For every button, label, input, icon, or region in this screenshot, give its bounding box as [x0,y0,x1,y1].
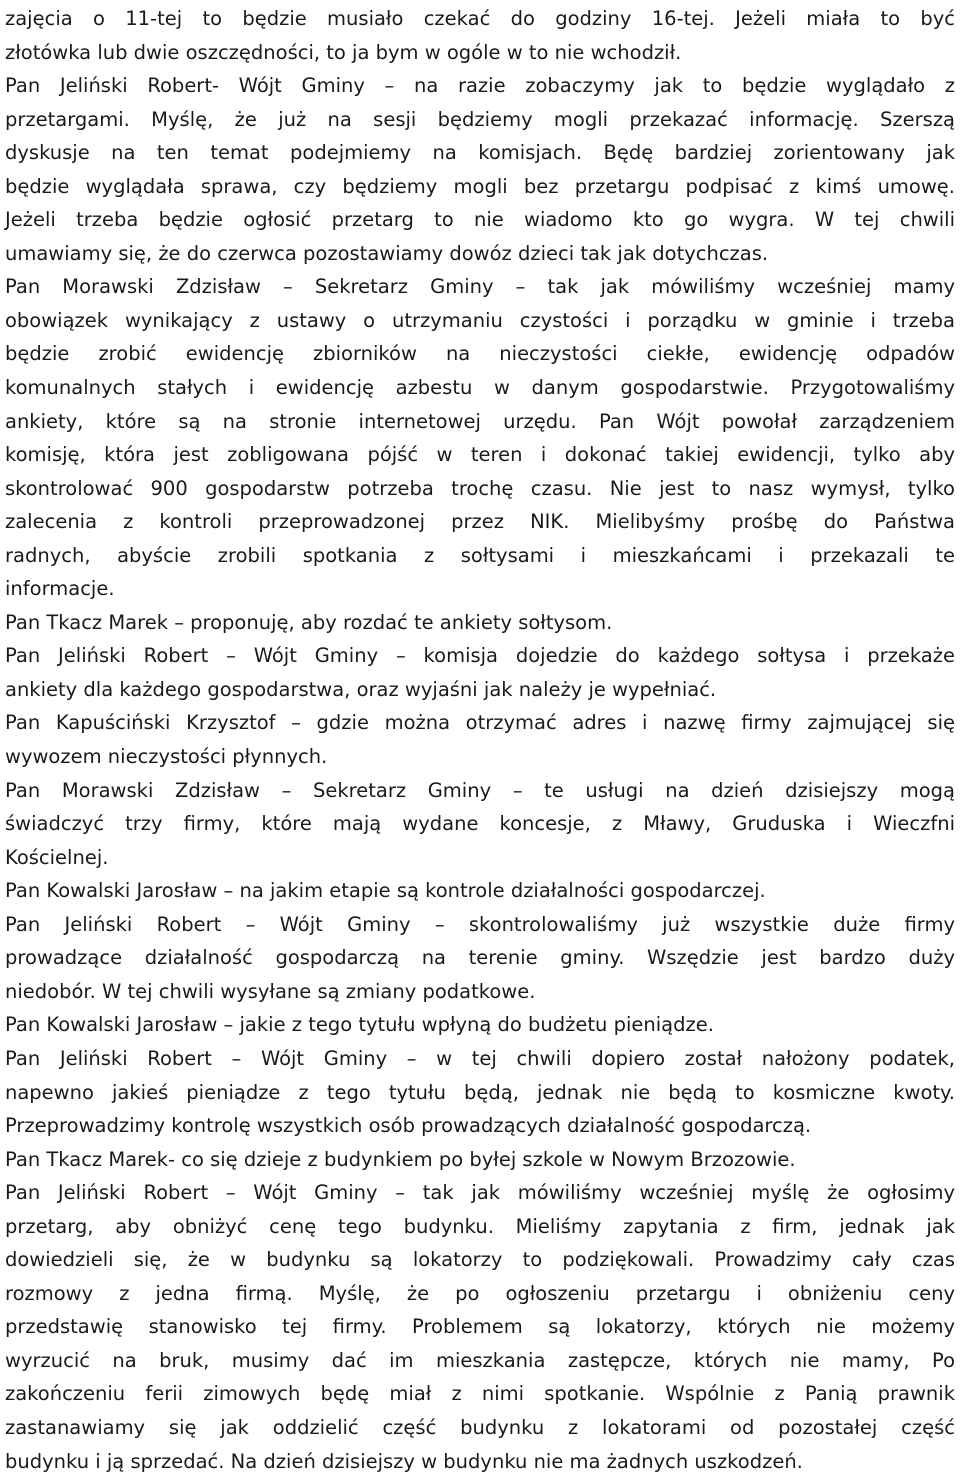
text-line: Pan Tkacz Marek – proponuję, aby rozdać te ankiety sołtysom. [5,610,613,634]
text-line: prowadzące działalność gospodarczą na terenie gminy. Wszędzie jest bardzo duży [5,946,955,970]
text-line: przetargami. Myślę, że już na sesji będziemy mogli przekazać informację. Szerszą [5,107,955,131]
document-page [5,2,955,1478]
text-line: Pan Jeliński Robert – Wójt Gminy – skontrolowaliśmy już wszystkie duże firmy [5,912,955,936]
text-line: informacje. [5,577,115,601]
text-line: Pan Morawski Zdzisław – Sekretarz Gminy – tak jak mówiliśmy wcześniej mamy [5,275,955,299]
text-line: dyskusje na ten temat podejmiemy na komisjach. Będę bardziej zorientowany jak [5,141,955,165]
text-line: zastanawiamy się jak oddzielić część budynku z lokatorami od pozostałej część [5,1415,955,1439]
text-line: skontrolować 900 gospodarstw potrzeba trochę czasu. Nie jest to nasz wymysł, tylko [5,476,955,500]
text-line: wyrzucić na bruk, musimy dać im mieszkania zastępcze, których nie mamy, Po [5,1348,955,1372]
text-line: Jeżeli trzeba będzie ogłosić przetarg to nie wiadomo kto go wygra. W tej chwili [5,208,955,232]
text-line: przetarg, aby obniżyć cenę tego budynku. Mieliśmy zapytania z firm, jednak jak [5,1214,955,1238]
text-line: Pan Jeliński Robert – Wójt Gminy – w tej chwili dopiero został nałożony podatek, [5,1046,955,1070]
text-line: napewno jakieś pieniądze z tego tytułu będą, jednak nie będą to kosmiczne kwoty. [5,1080,955,1104]
text-line: ankiety, które są na stronie internetowej urzędu. Pan Wójt powołał zarządzeniem [5,409,955,433]
text-line: zakończeniu ferii zimowych będę miał z nimi spotkanie. Wspólnie z Panią prawnik [5,1382,955,1406]
text-line: przedstawię stanowisko tej firmy. Problemem są lokatorzy, których nie możemy [5,1315,955,1339]
text-line: Pan Tkacz Marek- co się dzieje z budynkiem po byłej szkole w Nowym Brzozowie. [5,1147,796,1171]
text-line: będzie zrobić ewidencję zbiorników na nieczystości ciekłe, ewidencję odpadów [5,342,955,366]
text-line: Kościelnej. [5,845,109,869]
text-line: Pan Morawski Zdzisław – Sekretarz Gminy – te usługi na dzień dzisiejszy mogą [5,778,955,802]
text-line: obowiązek wynikający z ustawy o utrzymaniu czystości i porządku w gminie i trzeba [5,308,955,332]
text-line: dowiedzieli się, że w budynku są lokatorzy to podziękowali. Prowadzimy cały czas [5,1248,955,1272]
text-line: świadczyć trzy firmy, które mają wydane koncesje, z Mławy, Gruduska i Wieczfni [5,812,955,836]
text-line: komisję, która jest zobligowana pójść w teren i dokonać takiej ewidencji, tylko aby [5,443,955,467]
text-line: Pan Kowalski Jarosław – na jakim etapie są kontrole działalności gospodarczej. [5,879,766,903]
text-line: Przeprowadzimy kontrolę wszystkich osób prowadzących działalność gospodarczą. [5,1114,812,1138]
text-line: komunalnych stałych i ewidencję azbestu w danym gospodarstwie. Przygotowaliśmy [5,376,955,400]
text-line: zajęcia o 11-tej to będzie musiało czekać do godziny 16-tej. Jeżeli miała to być [5,7,955,30]
text-line: zalecenia z kontroli przeprowadzonej przez NIK. Mielibyśmy prośbę do Państwa [5,510,955,534]
text-line: Pan Kowalski Jarosław – jakie z tego tytułu wpłyną do budżetu pieniądze. [5,1013,714,1037]
text-line: wywozem nieczystości płynnych. [5,745,328,769]
text-line: Pan Jeliński Robert – Wójt Gminy – komisja dojedzie do każdego sołtysa i przekaże [5,644,955,668]
text-line: niedobór. W tej chwili wysyłane są zmiany podatkowe. [5,979,536,1003]
text-line: złotówka lub dwie oszczędności, to ja bym w ogóle w to nie wchodził. [5,40,682,64]
text-line: Pan Kapuściński Krzysztof – gdzie można otrzymać adres i nazwę firmy zajmującej się [5,711,955,735]
text-line: umawiamy się, że do czerwca pozostawiamy dowóz dzieci tak jak dotychczas. [5,241,769,265]
text-line: rozmowy z jedna firmą. Myślę, że po ogłoszeniu przetargu i obniżeniu ceny [5,1281,955,1305]
text-line: budynku i ją sprzedać. Na dzień dzisiejszy w budynku nie ma żadnych uszkodzeń. [5,1449,803,1473]
text-line: ankiety dla każdego gospodarstwa, oraz wyjaśni jak należy je wypełniać. [5,677,717,701]
text-line: będzie wyglądała sprawa, czy będziemy mogli bez przetargu podpisać z kimś umowę. [5,174,955,198]
text-line: Pan Jeliński Robert – Wójt Gminy – tak jak mówiliśmy wcześniej myślę że ogłosimy [5,1181,955,1205]
text-line: radnych, abyście zrobili spotkania z sołtysami i mieszkańcami i przekazali te [5,543,955,567]
text-line: Pan Jeliński Robert- Wójt Gminy – na razie zobaczymy jak to będzie wyglądało z [5,74,955,98]
